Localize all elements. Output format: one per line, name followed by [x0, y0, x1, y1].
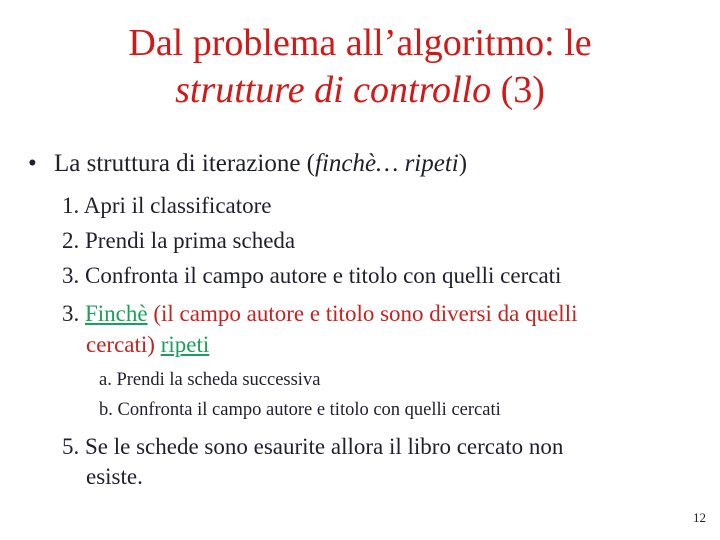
title-italic-part: strutture di controllo [175, 69, 492, 111]
step-text: Confronta il campo autore e titolo con quelli cercati [79, 263, 562, 288]
step-2 [62, 225, 702, 256]
loop-condition-line-1: (il campo autore e titolo sono diversi da quelli [147, 301, 578, 326]
title-line-2 [40, 67, 680, 114]
sub-step-a: a. Prendi la scheda successiva [99, 370, 321, 390]
final-step-line-2: esiste. [86, 464, 143, 489]
title-line-1: Dal problema all’algoritmo: le [128, 22, 592, 64]
step-3 [62, 260, 702, 291]
step-text: Prendi la prima scheda [79, 228, 296, 253]
step-number: 1. [62, 193, 80, 218]
page-number: 12 [693, 510, 706, 525]
step-text: Apri il classificatore [79, 193, 272, 218]
bullet-marker: • [28, 150, 37, 177]
loop-step-number: 3. [62, 301, 80, 326]
bullet-italic-text: finchè… ripeti [315, 150, 459, 177]
final-step [62, 432, 702, 492]
sub-step-b: b. Confronta il campo autore e titolo con quelli cercati [99, 400, 501, 420]
slide-title [40, 20, 680, 114]
title-rest-part: (3) [491, 69, 545, 111]
step-number: 3. [62, 263, 80, 288]
keyword-repeat: ripeti [160, 332, 210, 357]
step-number: 2. [62, 228, 80, 253]
bullet-text: La struttura di iterazione ( [54, 150, 315, 177]
loop-condition-line-2: cercati) [86, 332, 155, 357]
step-1 [62, 190, 702, 221]
main-bullet [28, 146, 708, 182]
loop-continuation [62, 329, 702, 360]
keyword-while: Finchè [85, 301, 148, 326]
bullet-close: ) [458, 150, 468, 177]
final-step-line-1: 5. Se le schede sono esaurite allora il libro cercato non [62, 434, 564, 459]
loop-step [62, 298, 702, 360]
